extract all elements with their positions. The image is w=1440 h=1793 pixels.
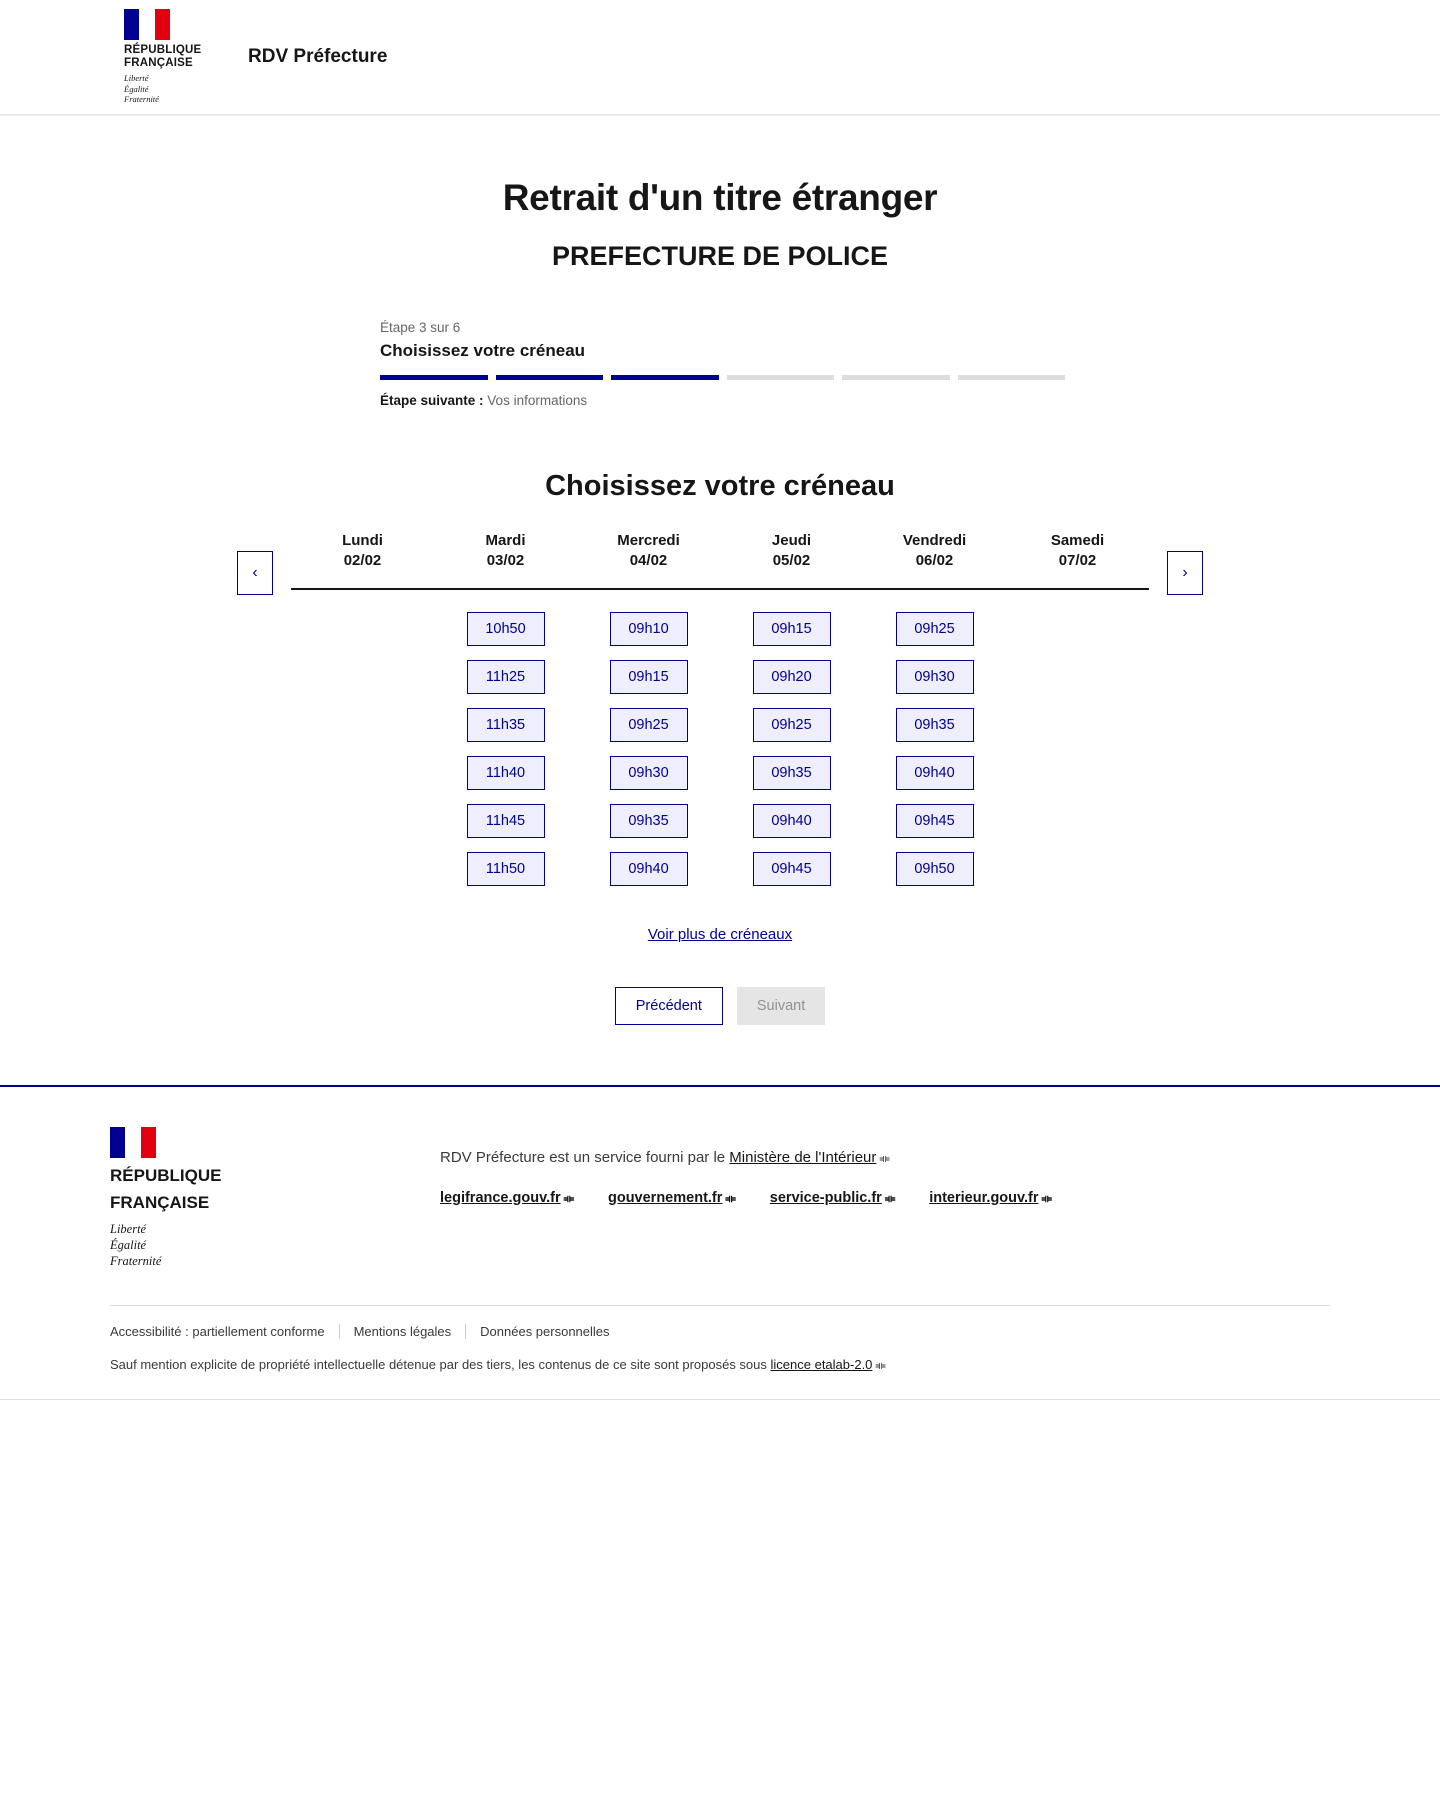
stepper-step-title: Choisissez votre créneau [380, 341, 586, 360]
slot-button[interactable]: 09h40 [610, 852, 688, 886]
footer-description [440, 1149, 1330, 1166]
slot-button[interactable]: 11h40 [467, 756, 545, 790]
slot-button[interactable]: 09h20 [753, 660, 831, 694]
slot-button[interactable]: 09h35 [610, 804, 688, 838]
calendar [0, 531, 1440, 886]
footer-top [110, 1087, 1330, 1306]
previous-button[interactable]: Précédent [615, 987, 723, 1025]
footer-devise [110, 1221, 440, 1270]
slot-button[interactable]: 09h30 [896, 660, 974, 694]
footer-legal-link[interactable]: Données personnelles [465, 1324, 623, 1339]
site-header [0, 0, 1440, 115]
stepper-bar [380, 375, 488, 380]
stepper [375, 320, 1065, 408]
slot-button[interactable]: 09h40 [896, 756, 974, 790]
devise-liberte: Liberté [124, 72, 149, 83]
see-more-slots-link[interactable]: Voir plus de créneaux [647, 925, 793, 943]
day-date: 03/02 [486, 552, 525, 570]
site-footer [0, 1085, 1440, 1400]
footer-logo [110, 1127, 440, 1270]
slot-list [753, 612, 831, 886]
footer-devise-egalite: Égalité [110, 1237, 147, 1252]
site-title[interactable]: RDV Préfecture [248, 46, 388, 67]
slot-button[interactable]: 09h25 [753, 708, 831, 742]
footer-bottom [110, 1305, 1330, 1399]
slot-list [896, 612, 974, 886]
footer-link-item [608, 1190, 736, 1206]
slot-button[interactable]: 09h50 [896, 852, 974, 886]
main-content [0, 177, 1440, 1085]
stepper-bar [611, 375, 719, 380]
day-header [291, 531, 434, 590]
next-button: Suivant [737, 987, 825, 1025]
external-link-icon: ⟚ [725, 1192, 736, 1205]
french-flag-icon [124, 9, 170, 40]
stepper-progress [380, 375, 1065, 380]
devise-egalite: Égalité [124, 83, 149, 94]
day-header [577, 531, 720, 590]
footer-legal-link[interactable]: Mentions légales [339, 1324, 466, 1339]
footer-bottom-rule [0, 1399, 1440, 1400]
day-date: 02/02 [343, 552, 382, 570]
day-date: 07/02 [1058, 552, 1097, 570]
day-column [720, 531, 863, 886]
slot-button[interactable]: 09h25 [610, 708, 688, 742]
footer-legal-links [110, 1324, 1330, 1339]
day-date: 04/02 [629, 552, 668, 570]
page-subtitle: PREFECTURE DE POLICE [551, 241, 889, 271]
slot-button[interactable]: 09h35 [896, 708, 974, 742]
logo-devise [124, 73, 216, 105]
slot-button[interactable]: 10h50 [467, 612, 545, 646]
slot-button[interactable]: 09h30 [610, 756, 688, 790]
day-name: Vendredi [902, 532, 967, 549]
chevron-left-icon: ‹ [252, 564, 258, 581]
footer-licence-link[interactable]: licence etalab-2.0 [770, 1357, 873, 1373]
footer-devise-liberte: Liberté [110, 1221, 147, 1236]
footer-french-flag-icon [110, 1127, 156, 1158]
stepper-bar [842, 375, 950, 380]
stepper-bar [727, 375, 835, 380]
footer-link[interactable]: gouvernement.fr [607, 1189, 723, 1206]
day-column [1006, 531, 1149, 886]
footer-ministry-link[interactable]: Ministère de l'Intérieur [729, 1148, 877, 1166]
next-week-button[interactable] [1167, 551, 1203, 595]
day-columns [291, 531, 1149, 886]
footer-licence [110, 1357, 1330, 1373]
footer-republic-line1: RÉPUBLIQUE [110, 1165, 222, 1185]
external-link-icon: ⟚ [875, 1360, 886, 1373]
slot-list [610, 612, 688, 886]
chevron-right-icon: › [1182, 564, 1188, 581]
stepper-next-label: Étape suivante : [380, 393, 484, 408]
external-link-icon: ⟚ [884, 1192, 896, 1205]
slot-button[interactable]: 11h25 [467, 660, 545, 694]
stepper-next-value: Vos informations [487, 393, 588, 408]
slot-button[interactable]: 09h15 [753, 612, 831, 646]
slot-list [467, 612, 545, 886]
external-link-icon: ⟚ [1041, 1192, 1052, 1205]
footer-link-item [770, 1190, 895, 1206]
slot-button[interactable]: 11h45 [467, 804, 545, 838]
slot-button[interactable]: 11h50 [467, 852, 545, 886]
footer-devise-fraternite: Fraternité [110, 1254, 162, 1269]
day-header [863, 531, 1006, 590]
day-date: 05/02 [772, 552, 811, 570]
stepper-bar [958, 375, 1066, 380]
day-date: 06/02 [915, 552, 954, 570]
slot-button[interactable]: 09h15 [610, 660, 688, 694]
devise-fraternite: Fraternité [124, 94, 159, 105]
day-name: Jeudi [771, 532, 812, 549]
slots-section-title: Choisissez votre créneau [545, 470, 895, 502]
stepper-step-count: Étape 3 sur 6 [380, 320, 461, 335]
day-column [577, 531, 720, 886]
republique-francaise-logo [124, 9, 216, 105]
footer-licence-prefix: Sauf mention explicite de propriété intellectuelle détenue par des tiers, les contenus de ce site sont proposés sous [110, 1357, 771, 1373]
day-header [720, 531, 863, 590]
day-name: Samedi [1050, 532, 1105, 549]
footer-links [440, 1190, 1330, 1206]
slot-button[interactable]: 09h45 [753, 852, 831, 886]
logo-republic-line2: FRANÇAISE [124, 57, 193, 70]
footer-link[interactable]: interieur.gouv.fr [929, 1189, 1039, 1206]
day-name: Lundi [342, 532, 383, 549]
stepper-bar [496, 375, 604, 380]
footer-link[interactable]: legifrance.gouv.fr [440, 1189, 561, 1206]
stepper-next-step [380, 393, 1065, 408]
slot-button[interactable]: 11h35 [467, 708, 545, 742]
day-header [1006, 531, 1149, 590]
slot-button[interactable]: 09h40 [753, 804, 831, 838]
page-title: Retrait d'un titre étranger [502, 177, 938, 218]
form-actions [0, 987, 1440, 1025]
footer-text [440, 1127, 1330, 1270]
slot-button[interactable]: 09h35 [753, 756, 831, 790]
day-column [863, 531, 1006, 886]
footer-link[interactable]: service-public.fr [769, 1189, 882, 1206]
footer-link-item [440, 1190, 574, 1206]
slot-button[interactable]: 09h25 [896, 612, 974, 646]
slot-button[interactable]: 09h10 [610, 612, 688, 646]
footer-legal-link[interactable]: Accessibilité : partiellement conforme [110, 1324, 325, 1340]
logo-republic-line1: RÉPUBLIQUE [124, 44, 202, 57]
footer-link-item [929, 1190, 1052, 1206]
footer-description-prefix: RDV Préfecture est un service fourni par le [440, 1148, 730, 1166]
day-column [291, 531, 434, 886]
previous-week-button[interactable] [237, 551, 273, 595]
day-header [434, 531, 577, 590]
day-name: Mercredi [617, 532, 680, 549]
external-link-icon: ⟚ [563, 1192, 574, 1205]
day-name: Mardi [485, 532, 526, 549]
external-link-icon: ⟚ [879, 1152, 890, 1165]
slot-button[interactable]: 09h45 [896, 804, 974, 838]
footer-republic-line2: FRANÇAISE [110, 1193, 210, 1213]
day-column [434, 531, 577, 886]
